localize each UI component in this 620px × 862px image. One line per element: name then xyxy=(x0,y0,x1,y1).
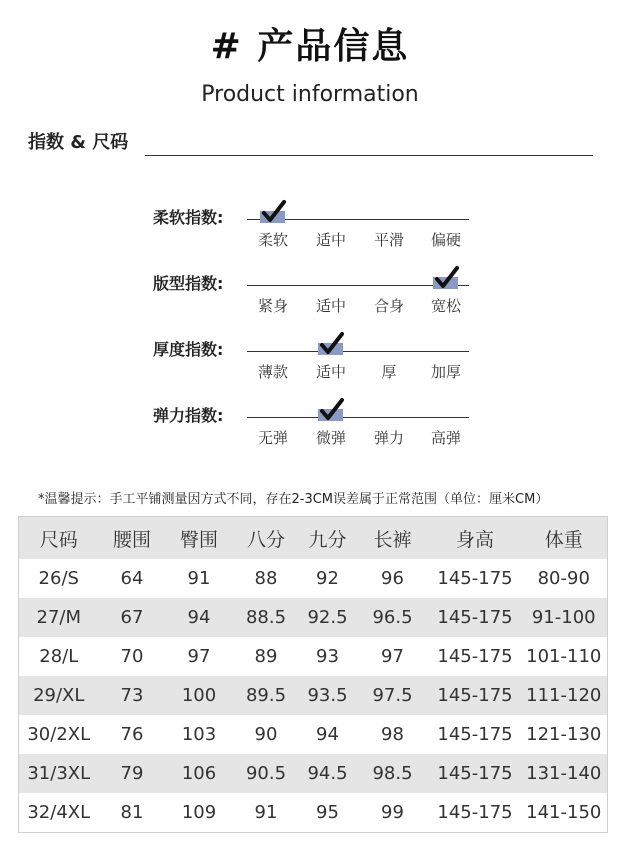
index-name: 版型指数: xyxy=(153,274,224,293)
table-cell: 88.5 xyxy=(245,607,287,628)
size-table xyxy=(18,516,608,833)
table-row xyxy=(19,754,608,793)
table-cell: 79 xyxy=(120,763,144,784)
table-cell: 94.5 xyxy=(307,763,348,784)
table-cell: 90.5 xyxy=(245,763,287,784)
table-cell: 89 xyxy=(254,646,278,667)
table-cell: 97 xyxy=(187,646,211,667)
checkmark-icon xyxy=(316,397,346,425)
table-header-cell: 臀围 xyxy=(179,528,218,551)
table-row xyxy=(19,598,608,637)
index-option: 加厚 xyxy=(430,363,461,381)
index-option: 宽松 xyxy=(430,297,461,315)
page-subtitle: Product information xyxy=(201,82,419,107)
table-cell: 26/S xyxy=(38,568,79,589)
table-cell: 96.5 xyxy=(372,607,413,628)
table-cell: 145-175 xyxy=(437,802,513,823)
table-cell: 80-90 xyxy=(537,568,590,589)
table-cell: 145-175 xyxy=(437,646,513,667)
index-name: 厚度指数: xyxy=(153,340,224,359)
table-cell: 30/2XL xyxy=(27,724,91,745)
index-row xyxy=(0,403,620,463)
index-option: 高弹 xyxy=(430,429,461,447)
table-cell: 93 xyxy=(316,646,339,667)
table-cell: 103 xyxy=(181,724,217,745)
table-cell: 92 xyxy=(316,568,339,589)
table-cell: 93.5 xyxy=(307,685,348,706)
table-cell: 145-175 xyxy=(437,607,513,628)
table-cell: 109 xyxy=(181,802,217,823)
index-row xyxy=(0,337,620,397)
table-cell: 89.5 xyxy=(245,685,287,706)
index-name: 弹力指数: xyxy=(153,406,224,425)
table-cell: 91-100 xyxy=(531,607,596,628)
table-cell: 98.5 xyxy=(372,763,413,784)
index-option: 厚 xyxy=(381,363,397,381)
checkmark-icon xyxy=(316,331,346,359)
index-option: 平滑 xyxy=(373,231,404,249)
table-cell: 91 xyxy=(254,802,278,823)
table-cell: 92.5 xyxy=(307,607,348,628)
table-body xyxy=(19,559,608,833)
table-cell: 97.5 xyxy=(372,685,413,706)
measurement-note: *温馨提示：手工平铺测量因方式不同，存在2-3CM误差属于正常范围（单位：厘米CM） xyxy=(38,492,549,507)
index-option: 无弹 xyxy=(257,429,288,447)
index-option: 微弹 xyxy=(315,429,346,447)
table-cell: 32/4XL xyxy=(27,802,91,823)
table-header-cell: 身高 xyxy=(455,528,494,551)
index-option: 柔软 xyxy=(257,231,288,249)
table-cell: 94 xyxy=(316,724,339,745)
table-header-cell: 九分 xyxy=(308,528,347,551)
table-cell: 64 xyxy=(120,568,144,589)
table-cell: 145-175 xyxy=(437,568,513,589)
selected-marker xyxy=(316,337,346,361)
table-cell: 141-150 xyxy=(526,802,602,823)
index-name: 柔软指数: xyxy=(153,208,224,227)
table-cell: 145-175 xyxy=(437,763,513,784)
table-cell: 73 xyxy=(120,685,144,706)
table-header-cell: 长裤 xyxy=(373,528,412,551)
index-row xyxy=(0,271,620,331)
checkmark-icon xyxy=(431,265,461,293)
table-cell: 81 xyxy=(120,802,144,823)
table-row xyxy=(19,676,608,715)
index-row xyxy=(0,205,620,265)
table-cell: 145-175 xyxy=(437,724,513,745)
table-row xyxy=(19,715,608,754)
table-cell: 106 xyxy=(181,763,217,784)
table-cell: 101-110 xyxy=(526,646,602,667)
table-header-cell: 体重 xyxy=(544,528,583,551)
table-cell: 97 xyxy=(381,646,404,667)
selected-marker xyxy=(431,271,461,295)
table-cell: 91 xyxy=(187,568,211,589)
index-option: 适中 xyxy=(315,363,346,381)
table-row xyxy=(19,637,608,676)
page-title: # 产品信息 xyxy=(210,26,410,67)
index-option: 弹力 xyxy=(373,429,404,447)
table-header-cell: 尺码 xyxy=(39,528,78,551)
selected-marker xyxy=(258,205,288,229)
table-cell: 94 xyxy=(187,607,211,628)
table-cell: 100 xyxy=(181,685,217,706)
index-option: 偏硬 xyxy=(430,231,461,249)
index-option: 适中 xyxy=(315,231,346,249)
section-label: 指数 & 尺码 xyxy=(28,132,129,153)
table-row xyxy=(19,559,608,598)
table-cell: 95 xyxy=(316,802,339,823)
table-header-cell: 八分 xyxy=(246,528,285,551)
table-header-cell: 腰围 xyxy=(112,528,151,551)
index-scale-line xyxy=(247,351,469,352)
table-cell: 29/XL xyxy=(33,685,85,706)
table-cell: 99 xyxy=(381,802,404,823)
index-option: 薄款 xyxy=(257,363,288,381)
table-cell: 121-130 xyxy=(526,724,602,745)
table-cell: 27/M xyxy=(36,607,81,628)
selected-marker xyxy=(316,403,346,427)
index-option: 合身 xyxy=(373,297,404,315)
table-cell: 111-120 xyxy=(526,685,602,706)
table-cell: 96 xyxy=(381,568,404,589)
table-cell: 90 xyxy=(254,724,278,745)
table-cell: 70 xyxy=(120,646,144,667)
table-cell: 88 xyxy=(254,568,278,589)
table-row xyxy=(19,793,608,833)
table-cell: 67 xyxy=(120,607,144,628)
table-cell: 131-140 xyxy=(526,763,602,784)
index-option: 紧身 xyxy=(257,297,288,315)
checkmark-icon xyxy=(258,199,288,227)
table-cell: 145-175 xyxy=(437,685,513,706)
table-cell: 31/3XL xyxy=(27,763,91,784)
table-cell: 28/L xyxy=(39,646,79,667)
table-cell: 98 xyxy=(381,724,404,745)
table-header-row xyxy=(19,517,608,560)
index-scale-line xyxy=(247,417,469,418)
table-cell: 76 xyxy=(120,724,144,745)
section-divider xyxy=(145,155,593,156)
index-option: 适中 xyxy=(315,297,346,315)
